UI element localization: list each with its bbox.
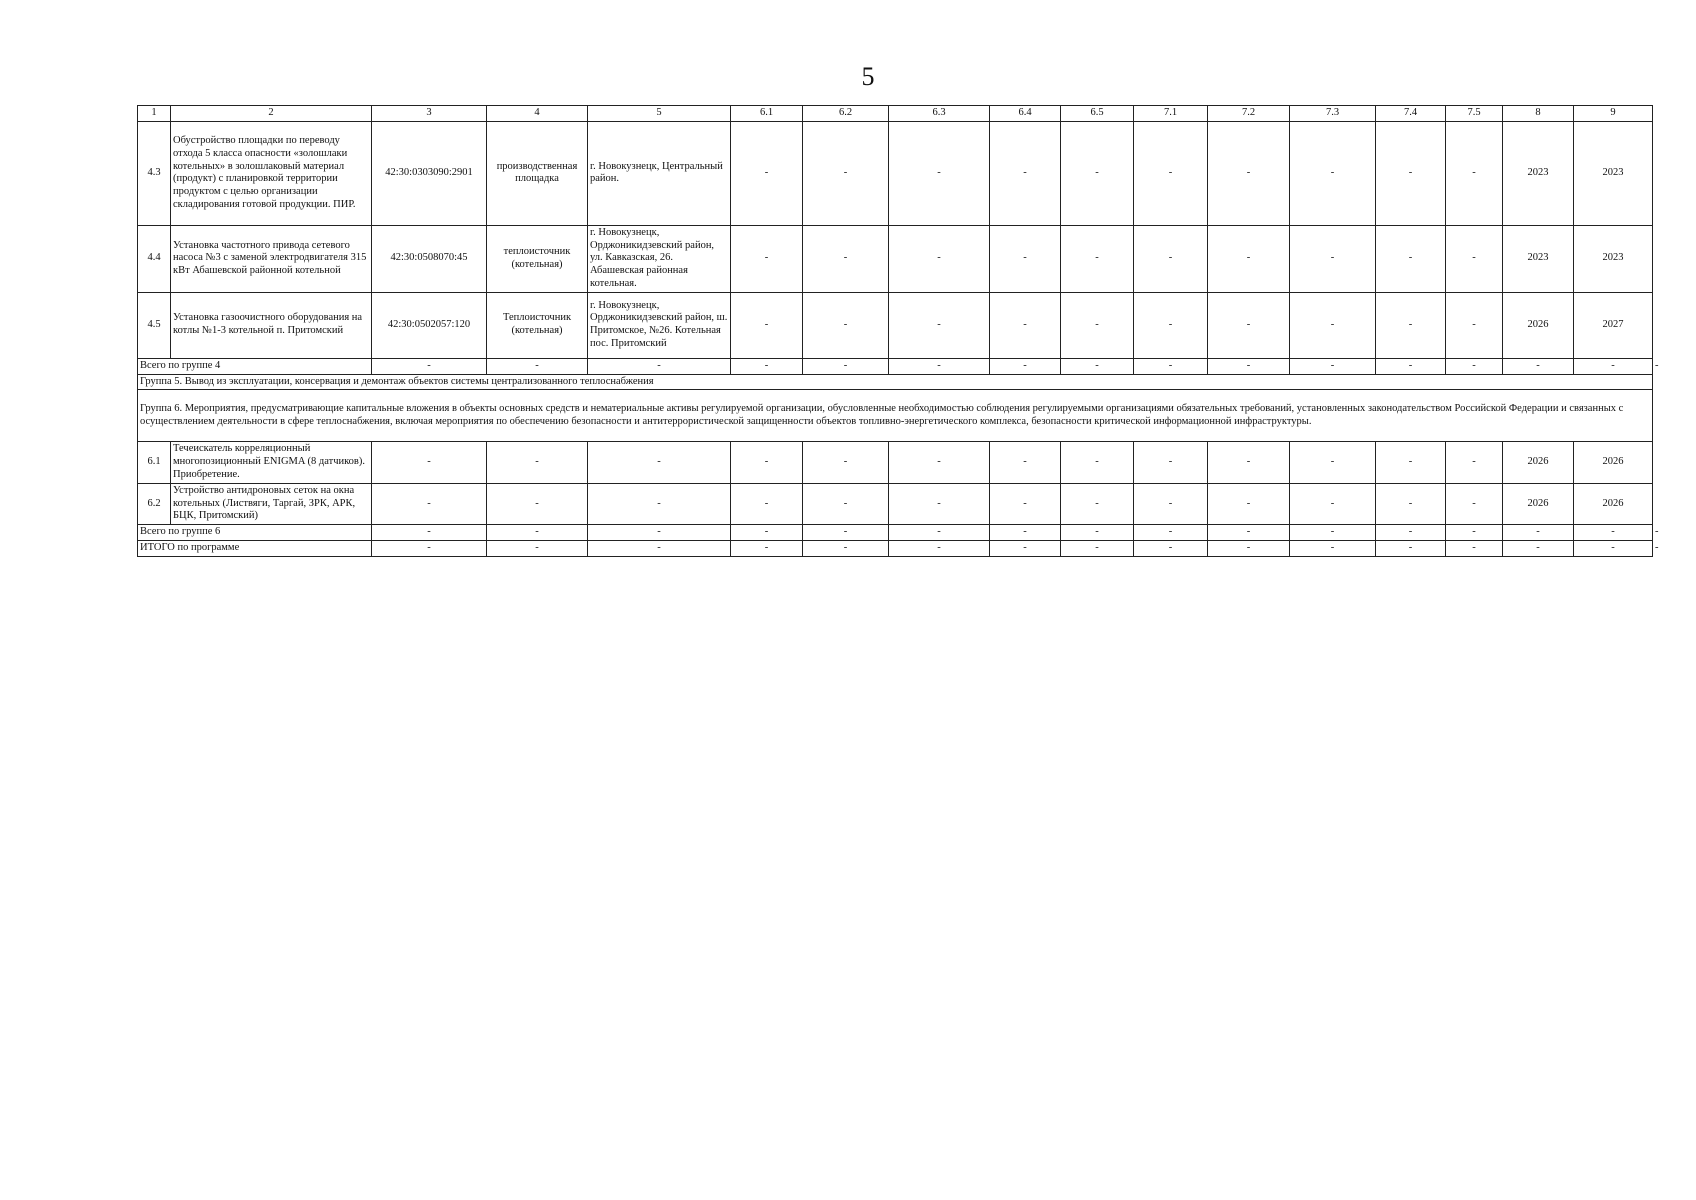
address-cell: - [588,442,731,483]
value-cell: - [803,292,889,358]
value-cell: - [731,225,803,292]
object-type-cell: теплоисточник (котельная) [487,225,588,292]
column-number-cell: 6.5 [1061,106,1134,122]
column-number-cell: 6.2 [803,106,889,122]
total-value-cell: - [588,525,731,541]
object-type-cell: производственная площадка [487,121,588,225]
table-row [138,442,1653,483]
value-cell: - [1061,483,1134,524]
value-cell: - [731,292,803,358]
total-value-cell: - [803,358,889,374]
value-cell: - [990,225,1061,292]
column-number-cell: 6.1 [731,106,803,122]
group5-title-row [138,374,1653,390]
column-number-cell: 7.2 [1208,106,1290,122]
measure-name-cell: Течеискатель корреляционный многопозиционный ENIGMA (8 датчиков). Приобретение. [171,442,372,483]
total-value-cell: - [1061,358,1134,374]
value-cell: - [990,292,1061,358]
value-cell: - [1134,292,1208,358]
object-type-cell: - [487,483,588,524]
value-cell: - [803,442,889,483]
row-number-cell: 4.4 [138,225,171,292]
address-cell: г. Новокузнецк, Орджоникидзевский район, ш. Притомское, №26. Котельная пос. Притомский [588,292,731,358]
total-value-cell: - [803,525,889,541]
page-number: 5 [861,62,875,91]
table-row [138,225,1653,292]
value-cell: - [1208,292,1290,358]
value-cell: - [1061,121,1134,225]
table-body [138,106,1659,557]
row-number-cell: 6.1 [138,442,171,483]
total-value-cell: - [731,540,803,556]
column-number-cell: 8 [1503,106,1574,122]
total-value-cell: - [1208,540,1290,556]
value-cell: - [1376,292,1446,358]
object-type-cell: - [487,442,588,483]
group-title-cell: Группа 6. Мероприятия, предусматривающие капитальные вложения в объекты основных средств и нематериальные активы регулируемой организации, обусловленные необходимостью соблюдения регулируемыми организациями обязательных требований, установленных законодательством Российской Федерации и связанных с осуществлением деятельности в сфере теплоснабжения, включая мероприятия по обеспечению безопасности и антитеррористической защищенности объектов топливно-энергетического комплекса, безопасности критической информационной инфраструктуры. [138,390,1653,442]
total-value-cell: - [487,358,588,374]
value-cell: - [1446,292,1503,358]
value-cell: - [1208,442,1290,483]
column-number-cell: 7.1 [1134,106,1208,122]
value-cell: - [990,121,1061,225]
column-number-cell: 7.3 [1290,106,1376,122]
total-value-cell: - [1446,358,1503,374]
total-value-cell: - [1061,540,1134,556]
total-label-cell: ИТОГО по программе [138,540,372,556]
cadastral-number-cell: 42:30:0303090:2901 [372,121,487,225]
value-cell: - [1134,121,1208,225]
total-value-cell: - [731,525,803,541]
start-year-cell: 2026 [1503,442,1574,483]
value-cell: - [1061,292,1134,358]
measure-name-cell: Обустройство площадки по переводу отхода 5 класса опасности «золошлаки котельных» в золошлаковый материал (продукт) с планировкой территории продуктом с целью организации складирования готовой продукции. ПИР. [171,121,372,225]
column-number-cell: 6.3 [889,106,990,122]
total-value-cell: - [1376,540,1446,556]
column-number-cell: 5 [588,106,731,122]
measure-name-cell: Установка газоочистного оборудования на котлы №1-3 котельной п. Притомский [171,292,372,358]
row-number-cell: 4.5 [138,292,171,358]
end-year-cell: 2026 [1574,442,1653,483]
value-cell: - [1134,442,1208,483]
total-row-group6: Всего по группе 6 - - - - - - - - - - - - - - - - [138,525,1653,541]
value-cell: - [990,442,1061,483]
value-cell: - [1134,225,1208,292]
total-value-cell: - [1208,358,1290,374]
end-year-cell: 2023 [1574,121,1653,225]
value-cell: - [889,483,990,524]
value-cell: - [889,225,990,292]
column-number-cell: 7.5 [1446,106,1503,122]
cadastral-number-cell: - [372,442,487,483]
column-number-cell: 1 [138,106,171,122]
total-value-cell: - [1446,540,1503,556]
total-row-program: ИТОГО по программе - - - - - - - - - - - - - - - - [138,540,1653,556]
end-year-cell: 2027 [1574,292,1653,358]
total-value-cell: - [487,540,588,556]
value-cell: - [1446,442,1503,483]
group6-title-row [138,390,1653,442]
total-value-cell: - [990,358,1061,374]
value-cell: - [889,442,990,483]
column-number-cell: 7.4 [1376,106,1446,122]
column-number-cell: 4 [487,106,588,122]
total-value-cell: - [1446,525,1503,541]
total-value-cell: - [1376,525,1446,541]
value-cell: - [1290,121,1376,225]
measure-name-cell: Устройство антидроновых сеток на окна котельных (Листвяги, Таргай, ЗРК, АРК, БЦК, Притомский) [171,483,372,524]
value-cell: - [803,483,889,524]
start-year-cell: 2023 [1503,225,1574,292]
total-value-cell: - [1503,358,1574,374]
total-value-cell: - [1290,540,1376,556]
start-year-cell: 2026 [1503,483,1574,524]
end-year-cell: 2026 [1574,483,1653,524]
value-cell: - [1376,442,1446,483]
total-value-cell: - [1503,540,1574,556]
total-label-cell: Всего по группе 6 [138,525,372,541]
total-value-cell: - [889,540,990,556]
row-number-cell: 4.3 [138,121,171,225]
value-cell: - [1446,225,1503,292]
total-value-cell: - [1134,540,1208,556]
value-cell: - [1208,225,1290,292]
column-number-cell: 9 [1574,106,1653,122]
total-value-cell: - [1134,358,1208,374]
value-cell: - [803,121,889,225]
table-row [138,483,1653,524]
total-value-cell: - [588,540,731,556]
value-cell: - [1290,225,1376,292]
total-row-group4: Всего по группе 4 - - - - - - - - - - - - - - - - [138,358,1653,374]
total-value-cell: - [372,525,487,541]
total-value-cell: - [889,525,990,541]
value-cell: - [1290,442,1376,483]
row-number-cell: 6.2 [138,483,171,524]
value-cell: - [1061,225,1134,292]
total-value-cell: - [1574,540,1653,556]
table-row [138,121,1653,225]
total-value-cell: - [487,525,588,541]
address-cell: - [588,483,731,524]
cadastral-number-cell: 42:30:0502057:120 [372,292,487,358]
address-cell: г. Новокузнецк, Орджоникидзевский район, ул. Кавказская, 26. Абашевская районная котельная. [588,225,731,292]
table-row [138,292,1653,358]
total-value-cell: - [1503,525,1574,541]
start-year-cell: 2026 [1503,292,1574,358]
total-value-cell: - [1290,358,1376,374]
total-value-cell: - [1574,358,1653,374]
value-cell: - [1061,442,1134,483]
value-cell: - [889,121,990,225]
total-value-cell: - [1208,525,1290,541]
value-cell: - [1290,292,1376,358]
total-value-cell: - [372,540,487,556]
value-cell: - [731,483,803,524]
measure-name-cell: Установка частотного привода сетевого насоса №3 с заменой электродвигателя 315 кВт Абашевской районной котельной [171,225,372,292]
total-value-cell: - [990,525,1061,541]
value-cell: - [1208,121,1290,225]
value-cell: - [731,442,803,483]
value-cell: - [803,225,889,292]
value-cell: - [1376,225,1446,292]
object-type-cell: Теплоисточник (котельная) [487,292,588,358]
end-year-cell: 2023 [1574,225,1653,292]
value-cell: - [1446,121,1503,225]
value-cell: - [1208,483,1290,524]
cadastral-number-cell: 42:30:0508070:45 [372,225,487,292]
total-label-cell: Всего по группе 4 [138,358,372,374]
header-row [138,106,1653,122]
total-value-cell: - [1134,525,1208,541]
program-table [137,105,1659,557]
total-value-cell: - [588,358,731,374]
column-number-cell: 3 [372,106,487,122]
value-cell: - [1134,483,1208,524]
value-cell: - [1446,483,1503,524]
column-number-cell: 2 [171,106,372,122]
value-cell: - [1376,483,1446,524]
value-cell: - [1290,483,1376,524]
value-cell: - [990,483,1061,524]
total-value-cell: - [1061,525,1134,541]
address-cell: г. Новокузнецк, Центральный район. [588,121,731,225]
total-value-cell: - [990,540,1061,556]
total-value-cell: - [803,540,889,556]
group-title-cell: Группа 5. Вывод из эксплуатации, консервация и демонтаж объектов системы централизованного теплоснабжения [138,374,1653,390]
column-number-cell: 6.4 [990,106,1061,122]
total-value-cell: - [1376,358,1446,374]
value-cell: - [731,121,803,225]
total-value-cell: - [1290,525,1376,541]
total-value-cell: - [731,358,803,374]
total-value-cell: - [889,358,990,374]
cadastral-number-cell: - [372,483,487,524]
total-value-cell: - [372,358,487,374]
total-value-cell: - [1574,525,1653,541]
value-cell: - [1376,121,1446,225]
value-cell: - [889,292,990,358]
start-year-cell: 2023 [1503,121,1574,225]
